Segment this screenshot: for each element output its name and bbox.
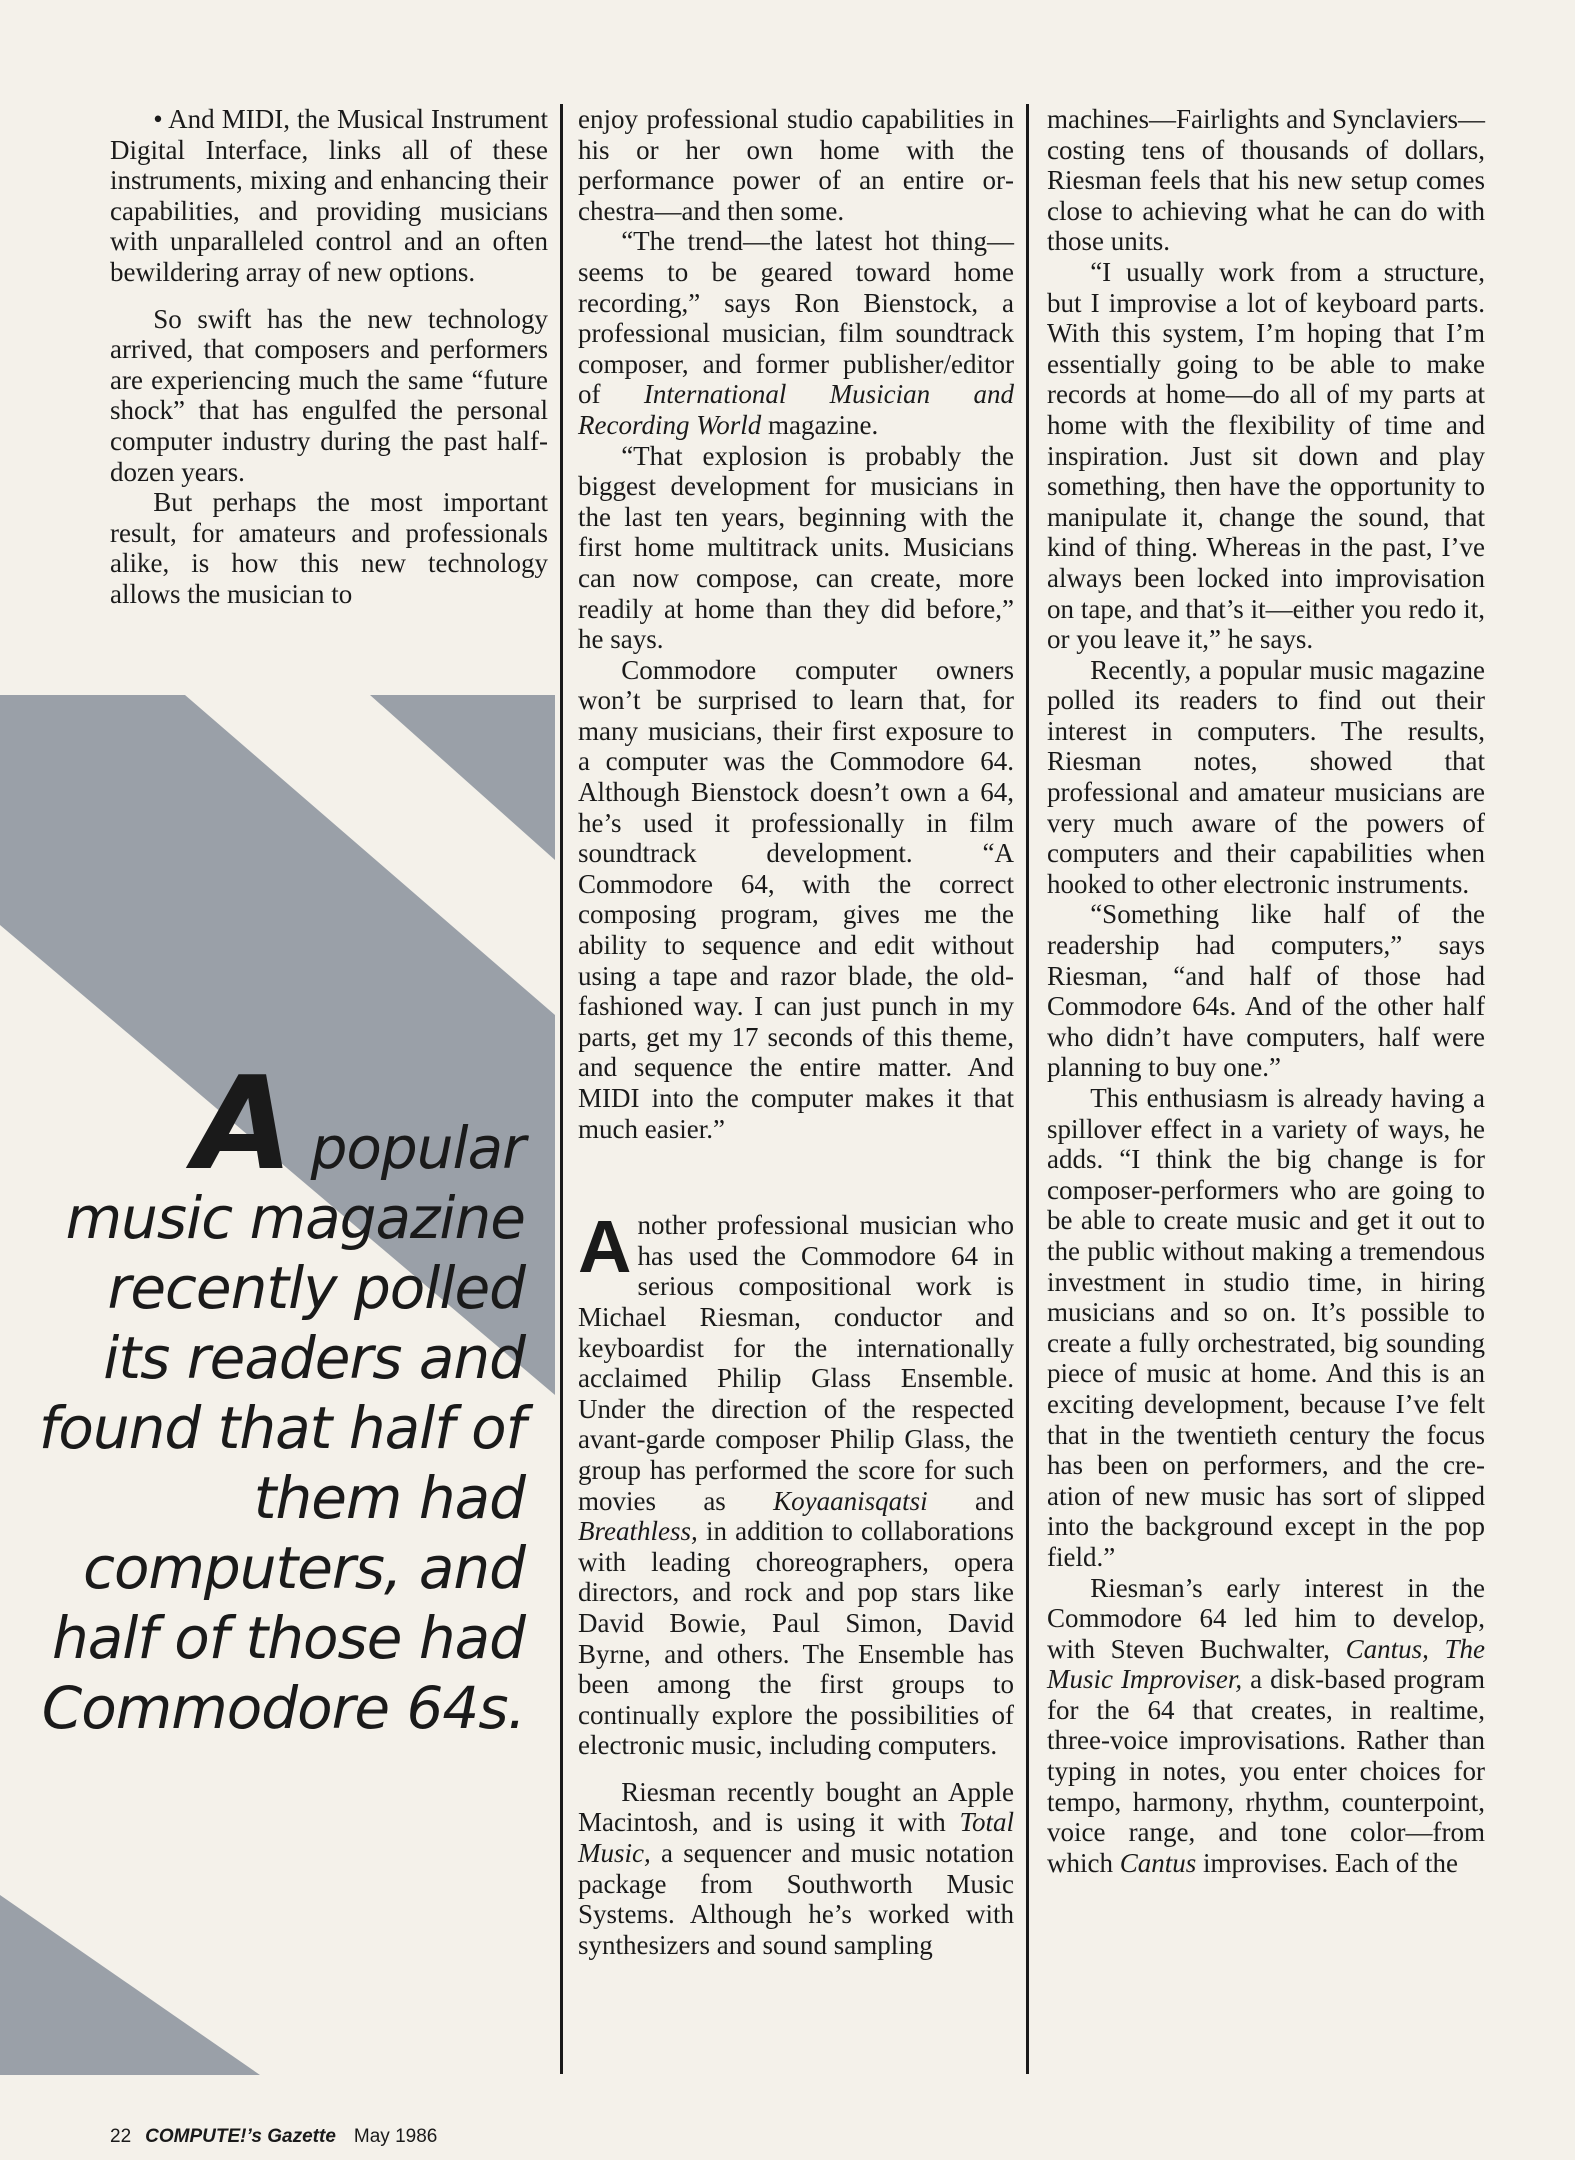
paragraph: Recently, a popular music magazine polled its readers to find out their interest in computers. The results, Riesman notes, showed that professional and amateur musicians are very much aware of the powers of computers and their capabilities when hooked to other electronic instruments. bbox=[1047, 654, 1485, 899]
column-rule bbox=[560, 104, 563, 2074]
paragraph: So swift has the new technology arrived, that composers and performers are experiencing much the same “future shock” that has engulfed the personal computer industry during the past half-dozen years. bbox=[110, 303, 548, 487]
column-2 bbox=[578, 104, 1014, 1960]
page-footer bbox=[110, 2126, 437, 2148]
paragraph: Riesman recently bought an Apple Macintosh, and is using it with Total Music, a sequencer and music notation package from Southworth Music Systems. Although he’s worked with synthesizers and sound sampling bbox=[578, 1776, 1014, 1960]
paragraph: Commodore computer owners won’t be surprised to learn that, for many musicians, their first exposure to a computer was the Commodore 64. Although Bienstock doesn’t own a 64, he’s used it professionally in film soundtrack development. “A Commodore 64, with the correct composing program, gives me the ability to sequence and edit without using a tape and razor blade, the old-fashioned way. I can just punch in my parts, get my 17 seconds of this theme, and sequence the entire matter. And MIDI into the computer makes it that much easier.” bbox=[578, 654, 1014, 1144]
paragraph: • And MIDI, the Musical Instrument Digital Interface, links all of these instruments, mixing and enhancing their capabilities, and providing musicians with unparalleled control and an often bewildering array of new options. bbox=[110, 104, 548, 287]
column-1 bbox=[110, 104, 548, 610]
paragraph: “Something like half of the readership had computers,” says Riesman, “and half of those had Commodore 64s. And of the other half who didn’t have computers, half were planning to buy one.” bbox=[1047, 899, 1485, 1083]
stripe-lower-left bbox=[0, 1895, 260, 2075]
paragraph: “That explosion is probably the biggest development for musicians in the last ten years, beginning with the first home multitrack units. Musicians can now compose, can create, more readily at home than they did before,” he says. bbox=[578, 440, 1014, 655]
magazine-name: COMPUTE!’s Gazette bbox=[145, 2126, 336, 2147]
paragraph: “The trend—the latest hot thing—seems to be geared toward home recording,” says Ron Bienstock, a professional musician, film soundtrack composer, and former publisher/editor of International Musician and Recording World magazine. bbox=[578, 226, 1014, 440]
column-rule bbox=[1026, 104, 1029, 2074]
pull-quote-initial: A bbox=[194, 1050, 294, 1199]
paragraph: Another professional musician who has used the Commodore 64 in serious compositional work is Michael Riesman, conductor and keyboardist for the internationally acclaimed Philip Glass Ensemble. Under the direction of the respected avant-garde composer Philip Glass, the group has performed the score for such movies as Koyaanisqatsi and Breathless, in addition to collaborations with leading choreographers, opera directors, and rock and pop stars like David Bowie, Paul Simon, David Byrne, and others. The Ensemble has been among the first groups to continually explore the possibilities of electronic music, including computers. bbox=[578, 1205, 1014, 1761]
paragraph: enjoy professional studio capabilities in his or her own home with the performance power of an entire orchestra—and then some. bbox=[578, 104, 1014, 226]
paragraph: “I usually work from a structure, but I improvise a lot of keyboard parts. With this system, I’m hoping that I’m essentially going to be able to make records at home—do all of my parts at home with the flexibility of time and inspiration. Just sit down and play something, then have the opportunity to manipulate it, change the sound, that kind of thing. Whereas in the past, I’ve always been locked into improvisation on tape, and that’s it—either you redo it, or you leave it,” he says. bbox=[1047, 256, 1485, 655]
drop-cap: A bbox=[578, 1205, 632, 1289]
page-number: 22 bbox=[110, 2126, 132, 2147]
pull-quote bbox=[30, 1050, 525, 1743]
magazine-title: International Musician and Recording World bbox=[578, 379, 1014, 440]
paragraph: Riesman’s early interest in the Commodore 64 led him to develop, with Steven Buchwalter, Cantus, The Music Improviser, a disk-based program for the 64 that creates, in realtime, three-voice improvisations. Rather than typing in notes, you enter choices for tempo, harmony, rhythm, counterpoint, voice range, and tone color—from which Cantus improvises. Each of the bbox=[1047, 1572, 1485, 1878]
pull-quote-text: popular music magazine recently polled its readers and found that half of them had computers, and half of those had Commodore 64s. bbox=[38, 1114, 525, 1742]
column-3 bbox=[1047, 104, 1485, 1878]
paragraph: machines—Fairlights and Synclaviers—costing tens of thousands of dollars, Riesman feels that his new setup comes close to achieving what he can do with those units. bbox=[1047, 104, 1485, 257]
paragraph: But perhaps the most important result, for amateurs and professionals alike, is how this new technology allows the musician to bbox=[110, 487, 548, 609]
paragraph: This enthusiasm is already having a spillover effect in a variety of ways, he adds. “I think the big change is for composer-performers who are going to be able to create music and get it out to the public without making a tremendous investment in studio time, in hiring musicians and so on. It’s possible to create a fully orchestrated, big sounding piece of music at home. And this is an exciting development, because I’ve felt that in the twentieth century the focus has been on performers, and the creation of new music has sort of slipped into the background except in the pop field.” bbox=[1047, 1083, 1485, 1572]
issue-date: May 1986 bbox=[353, 2126, 438, 2147]
stripe-upper-right bbox=[370, 695, 555, 860]
